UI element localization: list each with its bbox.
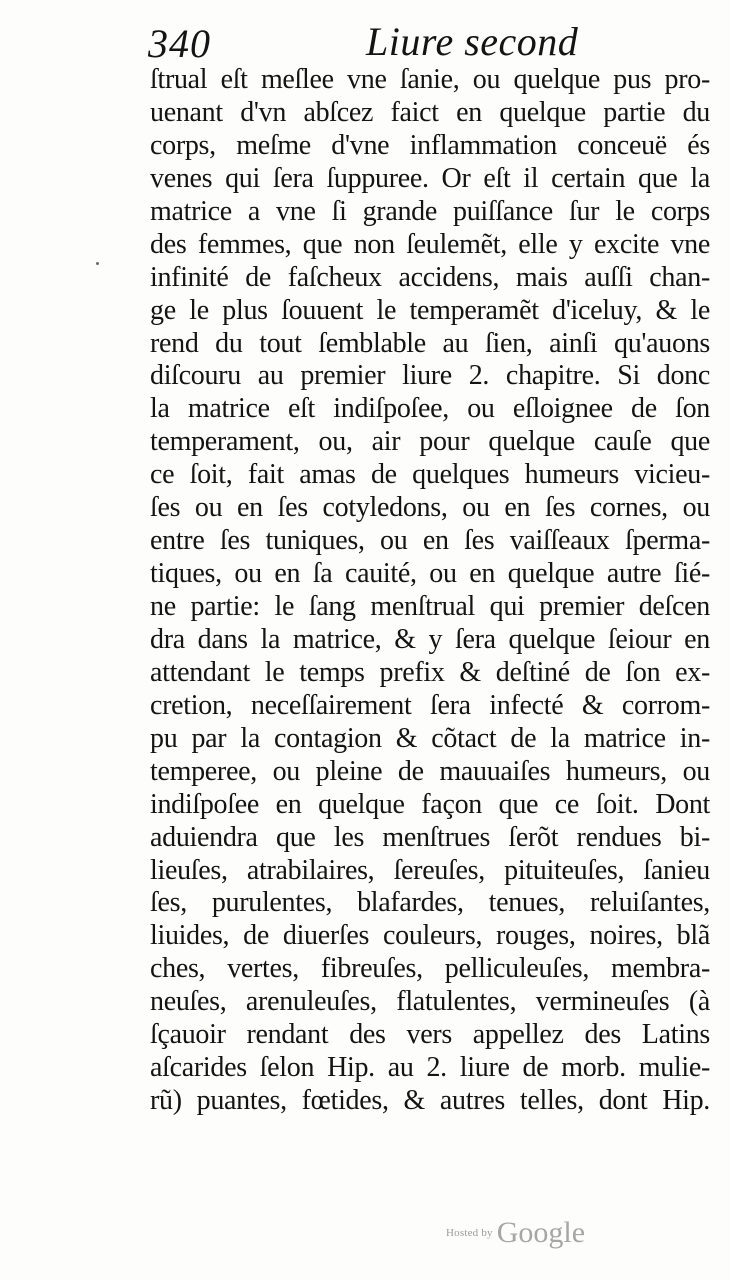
text-line: temperee, ou pleine de mauuaiſes humeurs, ou (150, 755, 710, 787)
text-line: la matrice eſt indiſpoſee, ou eſloignee de ſon (150, 393, 710, 425)
body-text (150, 64, 710, 1118)
text-line: aduiendra que les menſtrues ſerõt rendues bi- (150, 821, 710, 853)
text-line: ſtrual eſt meſlee vne ſanie, ou quelque pus pro- (150, 64, 710, 95)
text-line: venes qui ſera ſuppuree. Or eſt il certain que la (150, 162, 710, 194)
text-line: indiſpoſee en quelque façon que ce ſoit. Dont (150, 788, 710, 820)
text-line: temperament, ou, air pour quelque cauſe que (150, 426, 710, 458)
text-line: liuides, de diuerſes couleurs, rouges, noires, blã (150, 920, 710, 952)
text-line: aſcarides ſelon Hip. au 2. liure de morb. mulie- (150, 1052, 710, 1084)
text-line: matrice a vne ſi grande puiſſance ſur le corps (150, 195, 710, 227)
text-line: rend du tout ſemblable au ſien, ainſi qu'auons (150, 327, 710, 359)
running-title: Liure second (366, 19, 579, 64)
watermark-hosted-by: Hosted by (446, 1227, 493, 1239)
running-head (148, 18, 708, 66)
text-line: attendant le temps prefix & deſtiné de ſon ex- (150, 656, 710, 688)
text-line: entre ſes tuniques, ou en ſes vaiſſeaux ſperma- (150, 525, 710, 557)
text-line: cretion, neceſſairement ſera infecté & corrom- (150, 689, 710, 721)
text-line: pu par la contagion & cõtact de la matrice in- (150, 722, 710, 754)
text-line: ce ſoit, fait amas de quelques humeurs vicieu- (150, 459, 710, 491)
text-line: tiques, ou en ſa cauité, ou en quelque autre ſié- (150, 558, 710, 590)
text-line: ge le plus ſouuent le temperamẽt d'iceluy, & le (150, 294, 710, 326)
page-number: 340 (148, 21, 211, 66)
text-line: des femmes, que non ſeulemẽt, elle y excite vne (150, 228, 710, 260)
text-line: uenant d'vn abſcez faict en quelque partie du (150, 96, 710, 128)
text-line: ches, vertes, fibreuſes, pelliculeuſes, membra- (150, 953, 710, 985)
paper-speck (96, 262, 99, 265)
text-line: ſes ou en ſes cotyledons, ou en ſes cornes, ou (150, 492, 710, 524)
text-line: infinité de faſcheux accidens, mais auſſi chan- (150, 261, 710, 293)
text-line: corps, meſme d'vne inflammation conceuë és (150, 129, 710, 161)
text-line: ſes, purulentes, blafardes, tenues, reluiſantes, (150, 887, 710, 919)
watermark-google-logo: Google (496, 1216, 586, 1249)
text-line: dra dans la matrice, & y ſera quelque ſeiour en (150, 623, 710, 655)
text-line: diſcouru au premier liure 2. chapitre. Si donc (150, 360, 710, 392)
text-line: ſçauoir rendant des vers appellez des Latins (150, 1019, 710, 1051)
text-line: neuſes, arenuleuſes, flatulentes, vermineuſes (à (150, 986, 710, 1018)
text-line: rũ) puantes, fœtides, & autres telles, dont Hip. (150, 1085, 710, 1117)
text-line: lieuſes, atrabilaires, ſereuſes, pituiteuſes, ſanieu (150, 854, 710, 886)
google-watermark (446, 1216, 585, 1256)
text-line: ne partie: le ſang menſtrual qui premier deſcen (150, 591, 710, 622)
